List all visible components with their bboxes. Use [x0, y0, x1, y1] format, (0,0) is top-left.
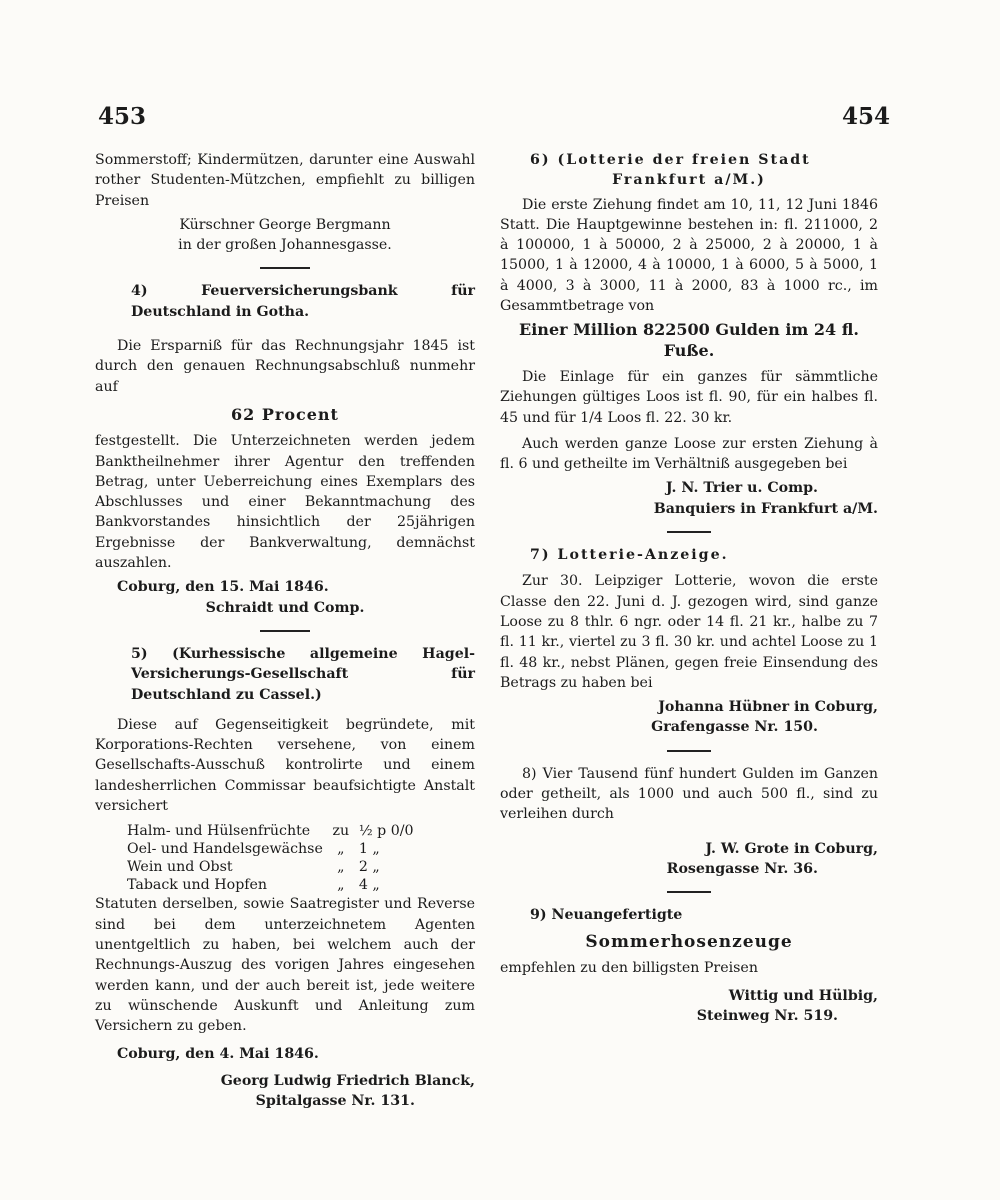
section-6-heading-line-2: Frankfurt a/M.) — [612, 172, 766, 189]
rate-value: ½ p 0/0 — [358, 823, 414, 840]
section-4-signature: Schraidt und Comp. — [205, 599, 365, 616]
rate-value: 2 „ — [358, 859, 380, 876]
divider — [260, 267, 310, 269]
section-5-signature-address: Spitalgasse Nr. 131. — [255, 1092, 415, 1109]
section-5-date: Coburg, den 4. Mai 1846. — [117, 1046, 319, 1063]
rate-item: Wein und Obst — [127, 859, 233, 876]
rate-zu: „ — [337, 841, 345, 858]
section-7-paragraph: Zur 30. Leipziger Lotterie, wovon die erste Classe den 22. Juni d. J. gezogen wird, sind ganze Loose zu 8 thlr. 6 ngr. oder 14 fl. 21 kr., halbe zu 7 fl. 11 kr., viertel zu 3 fl. 30 kr. und achtel Loose zu 1 fl. 48 kr., nebst Plänen, gegen freie Einsendung des Betrags zu haben bei — [500, 573, 878, 691]
rates-row — [123, 840, 418, 858]
rate-zu: „ — [337, 877, 345, 894]
section-8-signature-name: J. W. Grote in Coburg, — [705, 840, 878, 857]
section-6-signature-name: J. N. Trier u. Comp. — [665, 480, 818, 497]
divider — [260, 630, 310, 632]
section-4-paragraph-1: Die Ersparniß für das Rechnungsjahr 1845 ist durch den genauen Rechnungsabschluß nunmehr auf — [95, 338, 475, 395]
section-6-paragraph-2: Die Einlage für ein ganzes für sämmtliche Ziehungen gültiges Loos ist fl. 90, für ein halbes fl. 45 und für 1/4 Loos fl. 22. 30 kr. — [500, 368, 878, 426]
rates-row — [123, 858, 418, 876]
section-8-signature-address: Rosengasse Nr. 36. — [666, 860, 818, 877]
section-9-heading: 9) Neuangefertigte — [530, 907, 683, 924]
rates-row — [123, 876, 418, 894]
section-7-signature-name: Johanna Hübner in Coburg, — [658, 699, 878, 716]
intro-ad-text: Sommerstoff; Kindermützen, darunter eine Auswahl rother Studenten-Mützchen, empfiehlt zu billigen Preisen — [95, 152, 475, 209]
section-4-paragraph-2: festgestellt. Die Unterzeichneten werden jedem Banktheilnehmer ihrer Agentur den treffenden Betrag, unter Ueberreichung eines Exemplars des Abschlusses und einer Bekanntmachung des Bankvorstandes hinsichtlich der 25jährigen Ergebnisse der Bankverwaltung, demnächst auszahlen. — [95, 433, 475, 572]
section-6-total: Einer Million 822500 Gulden im 24 fl. Fuße. — [519, 320, 859, 360]
section-9-title: Sommerhosenzeuge — [585, 931, 793, 952]
rates-table — [123, 822, 418, 894]
section-9-signature-address: Steinweg Nr. 519. — [696, 1008, 838, 1025]
section-6-signature-place: Banquiers in Frankfurt a/M. — [653, 500, 878, 517]
intro-signature-name: Kürschner George Bergmann — [179, 216, 391, 233]
divider — [667, 531, 711, 533]
page-number-right: 454 — [842, 103, 891, 130]
section-6-paragraph-1: Die erste Ziehung findet am 10, 11, 12 Juni 1846 Statt. Die Hauptgewinne bestehen in: fl. 211000, 2 à 100000, 1 à 50000, 2 à 25000, 2 à 20000, 1 à 15000, 1 à 12000, 4 à 10000, 1 à 6000, 5 à 5000, 1 à 4000, 3 à 3000, 11 à 2000, 83 à 1000 rc., im Gesammtbetrage von — [500, 196, 878, 315]
divider — [667, 750, 711, 752]
section-4-percent: 62 Procent — [231, 404, 339, 424]
section-9-signature-name: Wittig und Hülbig, — [728, 988, 878, 1005]
section-5-heading: 5) (Kurhessische allgemeine Hagel-Versicherungs-Gesellschaft für Deutschland zu Cassel.) — [131, 645, 475, 703]
rate-value: 1 „ — [358, 841, 380, 858]
section-5-signature-name: Georg Ludwig Friedrich Blanck, — [220, 1072, 475, 1089]
section-4-heading: 4) Feuerversicherungsbank für Deutschland in Gotha. — [131, 283, 475, 320]
rate-zu: „ — [337, 859, 345, 876]
section-6-paragraph-3: Auch werden ganze Loose zur ersten Ziehung à fl. 6 und getheilte im Verhältniß ausgegeben bei — [500, 435, 878, 473]
intro-signature-address: in der großen Johannesgasse. — [178, 237, 392, 254]
page-number-left: 453 — [98, 103, 147, 130]
rate-item: Halm- und Hülsenfrüchte — [127, 823, 311, 840]
rates-row — [123, 822, 418, 840]
right-column — [500, 150, 878, 1027]
section-4-date: Coburg, den 15. Mai 1846. — [117, 579, 329, 596]
section-6-heading-line-1: 6) (Lotterie der freien Stadt — [530, 152, 811, 168]
rate-item: Oel- und Handelsgewächse — [127, 841, 323, 858]
rate-zu: zu — [332, 823, 350, 840]
divider — [667, 891, 711, 893]
section-7-signature-address: Grafengasse Nr. 150. — [651, 719, 818, 736]
section-8-paragraph: 8) Vier Tausend fünf hundert Gulden im Ganzen oder getheilt, als 1000 und auch 500 fl., sind zu verleihen durch — [500, 765, 878, 823]
rate-item: Taback und Hopfen — [127, 877, 268, 894]
section-5-paragraph-1: Diese auf Gegenseitigkeit begründete, mit Korporations-Rechten versehene, von einem Gesellschafts-Ausschuß kontrolirte und einem landesherrlichen Commissar beaufsichtigte Anstalt versichert — [95, 716, 475, 815]
section-5-paragraph-2: Statuten derselben, sowie Saatregister und Reverse sind bei dem unterzeichnetem Agenten unentgeltlich zu haben, bei welchem auch der Rechnungs-Auszug des vorigen Jahres eingesehen werden kann, und der auch bereit ist, jede weitere zu wünschende Auskunft und Anleitung zum Versichern zu geben. — [95, 896, 475, 1035]
section-9-paragraph: empfehlen zu den billigsten Preisen — [500, 959, 758, 976]
left-column — [95, 150, 475, 1111]
rate-value: 4 „ — [358, 877, 380, 894]
section-7-heading: 7) Lotterie-Anzeige. — [530, 547, 729, 564]
